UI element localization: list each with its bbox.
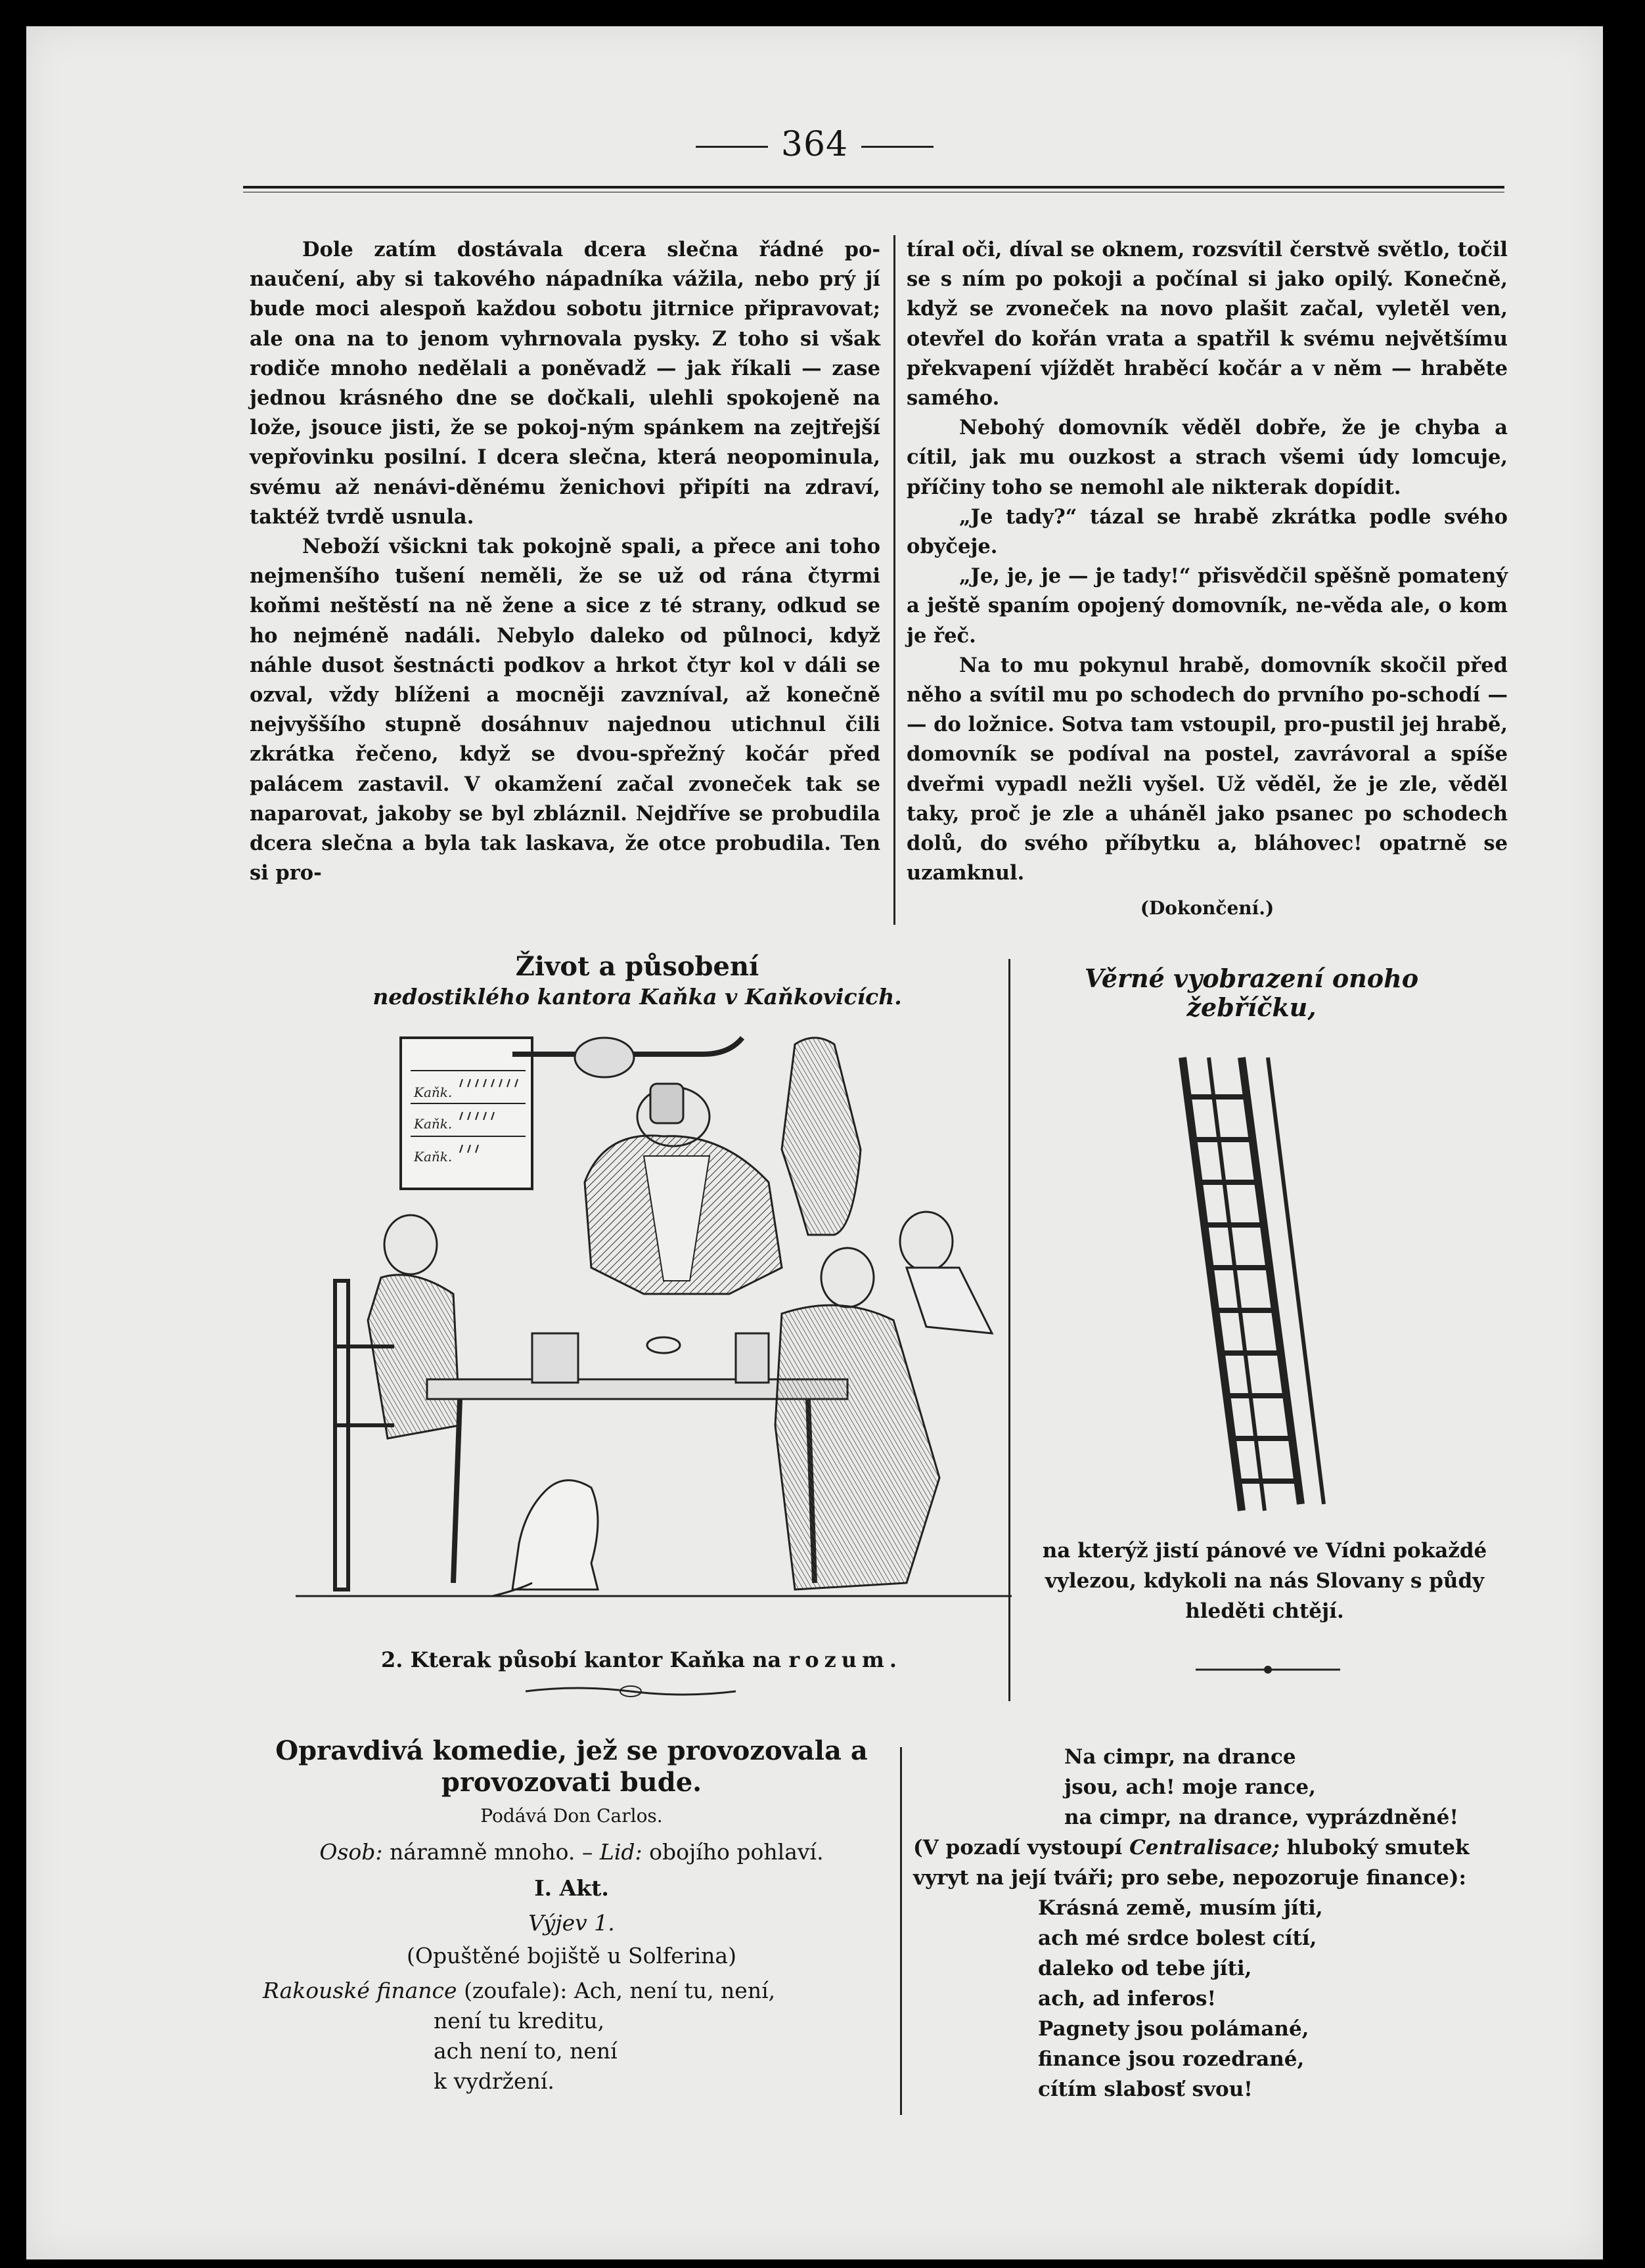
header-rule xyxy=(243,186,1504,189)
comedy-author: Podává Don Carlos. xyxy=(480,1805,663,1827)
kantor-figure xyxy=(585,1084,782,1294)
comedy-title: Opravdivá komedie, jež se provozovala a provozovati bude. xyxy=(275,1735,868,1798)
chalkboard xyxy=(401,1038,532,1189)
board-text: Kaňk. xyxy=(414,1084,453,1100)
seated-man-right xyxy=(775,1212,992,1590)
ladder-title: Věrné vyobrazení onoho žebříčku, xyxy=(1084,964,1419,1022)
board-text: Kaňk. xyxy=(414,1116,453,1132)
cartoon-title: Život a působení xyxy=(515,951,759,982)
scene-heading: Výjev 1. xyxy=(528,1910,615,1936)
story-paragraph: tíral oči, díval se oknem, rozsvítil čerstvě světlo, točil se s ním po pokoji a počínal si jako opilý. Konečně, když se zvoneček na novo plašit začal, vyletěl ven, otevřel do kořán vrata a spatřil k svému největšímu překvapení vjíždět hraběcí kočár a v něm — hraběte samého. xyxy=(907,238,1508,411)
story-paragraph: „Je tady?“ tázal se hrabě zkrátka podle svého obyčeje. xyxy=(907,504,1508,559)
speech-verse: není tu kreditu, ach není to, není k vydržení. xyxy=(434,2008,618,2094)
page-number: 364 xyxy=(26,125,1603,164)
scene-setting: (Opuštěné bojiště u Solferina) xyxy=(407,1943,736,1968)
board-text: Kaňk. xyxy=(414,1149,453,1165)
story-paragraph: „Je, je, je — je tady!“ přisvědčil spěšně pomatený a ještě spaním opojený domovník, ne-věda ale, o kom je řeč. xyxy=(907,564,1508,648)
column-divider xyxy=(1008,959,1010,1701)
story-right-column xyxy=(907,235,1508,923)
story-left-column xyxy=(250,235,880,888)
ornament-divider xyxy=(1196,1662,1340,1678)
story-paragraph: Na to mu pokynul hrabě, domovník skočil před něho a svítil mu po schodech do prvního po-schodí — — do ložnice. Sotva tam vstoupil, pro-pustil jej hrabě, domovník se podíval na postel, zavrávoral a spíše dveřmi vypadl nežli vyšel. Už věděl, že je zle, věděl taky, proč je zle a uháněl jako psanec po schodech dolů, do svého příbytku a, bláhovec! opatrně se uzamknul. xyxy=(907,653,1508,885)
cast-line: Osob: náramně mnoho. – Lid: obojího pohlaví. xyxy=(319,1839,824,1865)
second-verse: Krásná země, musím jíti, ach mé srdce bolest cítí, daleko od tebe jíti, ach, ad inferos! Pagnety jsou polámané, finance jsou rozedrané, cítím slabosť svou! xyxy=(1038,1896,1323,2101)
story-paragraph: Dole zatím dostávala dcera slečna řádné po-naučení, aby si takového nápadníka vážila, nebo prý jí bude moci alespoň každou sobotu jitrnice připravovat; ale ona na to jenom vyhrnovala pysky. Z toho si však rodiče mnoho nedělali a poněvadž — jak říkali — zase jednou krásného dne se dočkali, ulehli spokojeně na lože, jsouce jisti, že se pokoj-ným spánkem na zejtřejší vepřovinku posilní. I dcera slečna, která neopominula, svému až nenávi-děnému ženichovi připíti na zdraví, taktéž tvrdě usnula. xyxy=(250,238,880,529)
speaker-line: Rakouské finance (zoufale): Ach, není tu, není, xyxy=(263,1978,776,2003)
ornament-divider xyxy=(526,1681,736,1701)
ladder-illustration xyxy=(1169,1051,1366,1524)
story-paragraph: Nebohý domovník věděl dobře, že je chyba a cítil, jak mu ouzkost a strach všemi údy lomcuje, příčiny toho se nemohl ale nikterak dopídit. xyxy=(907,416,1508,499)
seated-pupil-left xyxy=(368,1215,460,1438)
ladder-caption: na kterýž jistí pánové ve Vídni pokaždé vylezou, kdykoli na nás Slovany s půdy hleděti chtějí. xyxy=(1042,1539,1487,1623)
story-paragraph: Neboží všickni tak pokojně spali, a přece ani toho nejmenšího tušení neměli, že se už od rána čtyrmi koňmi neštěstí na ně žene a sice z té strany, odkud se ho nejméně nadáli. Nebylo daleko od půlnoci, když náhle dusot šestnácti podkov a hrkot čtyr kol v dáli se ozval, vždy blíženi a mocněji zavzníval, až konečně nejvyššího stupně dosáhnuv najednou utichnul čili zkrátka řečeno, když se dvou-spřežný kočár před palácem zastavil. V okamžení začal zvoneček tak se naparovat, jakoby se byl zbláznil. Nejdříve se probudila dcera slečna a byla tak laskava, že otce probudila. Ten si pro- xyxy=(250,535,880,885)
cartoon-caption: 2. Kterak působí kantor Kaňka na rozum. xyxy=(381,1647,903,1672)
tavern-illustration xyxy=(296,1018,1012,1616)
comedy-right-verse: Na cimpr, na drance jsou, ach! moje rance, na cimpr, na drance, vyprázdněné! xyxy=(1064,1745,1458,1829)
stage-direction: (V pozadí vystoupí Centralisace; hluboký smutek vyryt na její tváři; pro sebe, nepozoruje finance): xyxy=(913,1836,1470,1890)
column-divider xyxy=(893,235,895,925)
dog-figure xyxy=(493,1480,598,1596)
column-divider xyxy=(900,1747,902,2115)
newspaper-page xyxy=(26,26,1603,2259)
cartoon-subtitle: nedostiklého kantora Kaňka v Kaňkovicích. xyxy=(372,984,902,1010)
act-heading: I. Akt. xyxy=(534,1875,609,1901)
to-be-continued: (Dokončení.) xyxy=(1140,897,1274,920)
